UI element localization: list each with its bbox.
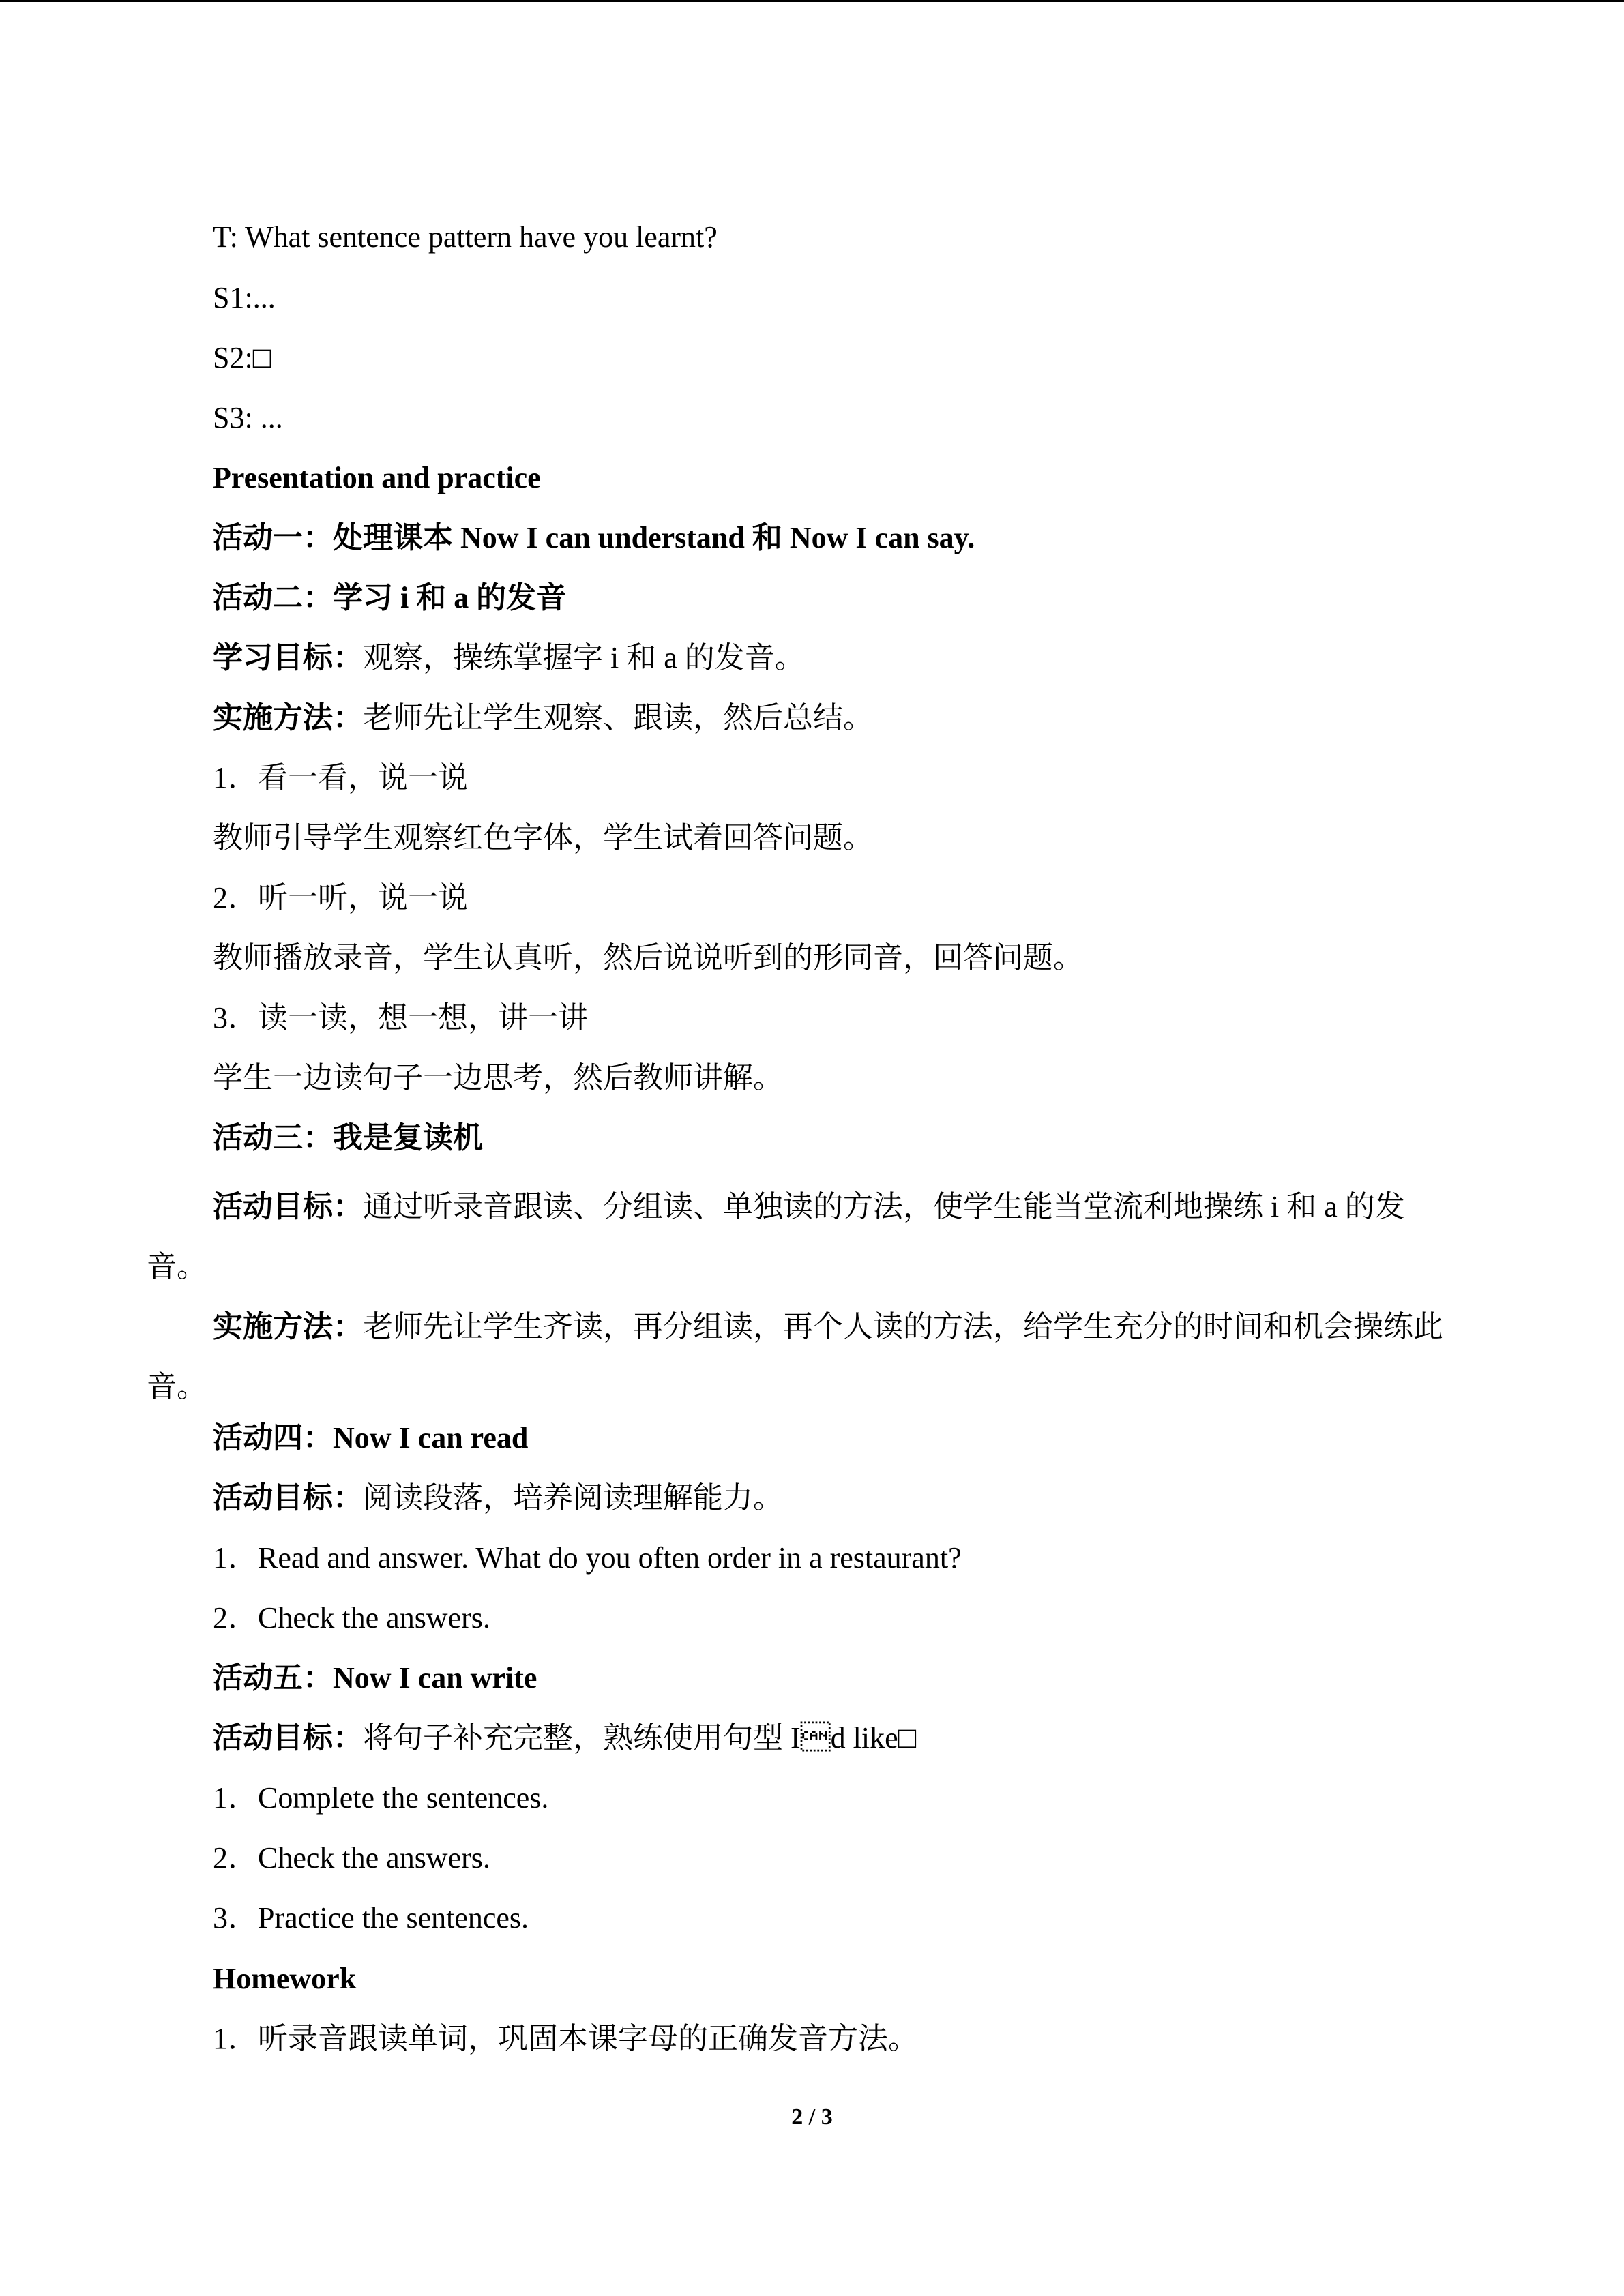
activity-5-step-3: 3．Practice the sentences. — [213, 1901, 529, 1935]
activity-5-goal — [213, 1718, 916, 1759]
implementation-method-text: 老师先让学生观察、跟读，然后总结。 — [363, 701, 873, 734]
implementation-method — [213, 698, 873, 739]
student-1-answer: S1:... — [213, 281, 276, 314]
activity-5-step-1: 1．Complete the sentences. — [213, 1781, 549, 1815]
activity-4-step-2: 2．Check the answers. — [213, 1601, 490, 1635]
section-heading-presentation: Presentation and practice — [213, 461, 541, 494]
activity-2-heading: 活动二：学习 i 和 a 的发音 — [213, 581, 567, 614]
learning-goal — [213, 638, 805, 679]
student-2-answer: S2:□ — [213, 341, 271, 374]
step-look-and-say: 1．看一看，说一说 — [213, 761, 468, 794]
activity-3-goal-text: 通过听录音跟读、分组读、单独读的方法，使学生能当堂流利地操练 i 和 a 的发音。 — [147, 1190, 1405, 1283]
activity-3-heading: 活动三：我是复读机 — [213, 1121, 483, 1154]
student-3-answer: S3: ... — [213, 401, 283, 434]
learning-goal-text: 观察，操练掌握字 i 和 a 的发音。 — [363, 641, 805, 674]
activity-3-goal-label: 活动目标： — [213, 1190, 363, 1223]
activity-5-goal-label: 活动目标： — [213, 1721, 363, 1755]
activity-4-goal-text: 阅读段落，培养阅读理解能力。 — [363, 1481, 783, 1515]
activity-4-goal-label: 活动目标： — [213, 1481, 363, 1515]
activity-4-step-1: 1．Read and answer. What do you often order in a restaurant? — [213, 1541, 962, 1575]
activity-5-goal-text: 将句子补充完整，熟练使用句型 Id like□ — [363, 1721, 917, 1755]
step-look-and-say-text: 教师引导学生观察红色字体，学生试着回答问题。 — [213, 821, 873, 854]
activity-3-method-label: 实施方法： — [213, 1310, 363, 1343]
learning-goal-label: 学习目标： — [213, 641, 363, 674]
step-read-think-talk: 3．读一读，想一想，讲一讲 — [213, 1001, 588, 1034]
activity-3-method-text: 老师先让学生齐读，再分组读，再个人读的方法，给学生充分的时间和机会操练此音。 — [147, 1310, 1443, 1403]
activity-5-heading: 活动五：Now I can write — [213, 1661, 537, 1695]
activity-3-method-paragraph — [147, 1297, 1463, 1417]
implementation-method-label: 实施方法： — [213, 701, 363, 734]
page-number: 2 / 3 — [791, 2104, 833, 2130]
activity-3-goal-paragraph — [147, 1177, 1463, 1297]
step-listen-and-say-text: 教师播放录音，学生认真听，然后说说听到的形同音，回答问题。 — [213, 941, 1083, 974]
activity-4-heading: 活动四：Now I can read — [213, 1421, 529, 1455]
activity-1-heading: 活动一：处理课本 Now I can understand 和 Now I can say. — [213, 521, 975, 554]
step-listen-and-say: 2．听一听，说一说 — [213, 881, 468, 914]
homework-item-1: 1．听录音跟读单词，巩固本课字母的正确发音方法。 — [213, 2022, 918, 2055]
activity-4-goal — [213, 1478, 783, 1519]
step-read-think-talk-text: 学生一边读句子一边思考，然后教师讲解。 — [213, 1061, 783, 1094]
teacher-question: T: What sentence pattern have you learnt? — [213, 220, 718, 254]
activity-5-step-2: 2．Check the answers. — [213, 1841, 490, 1875]
homework-heading: Homework — [213, 1962, 357, 1995]
page-top-border — [0, 0, 1624, 2]
